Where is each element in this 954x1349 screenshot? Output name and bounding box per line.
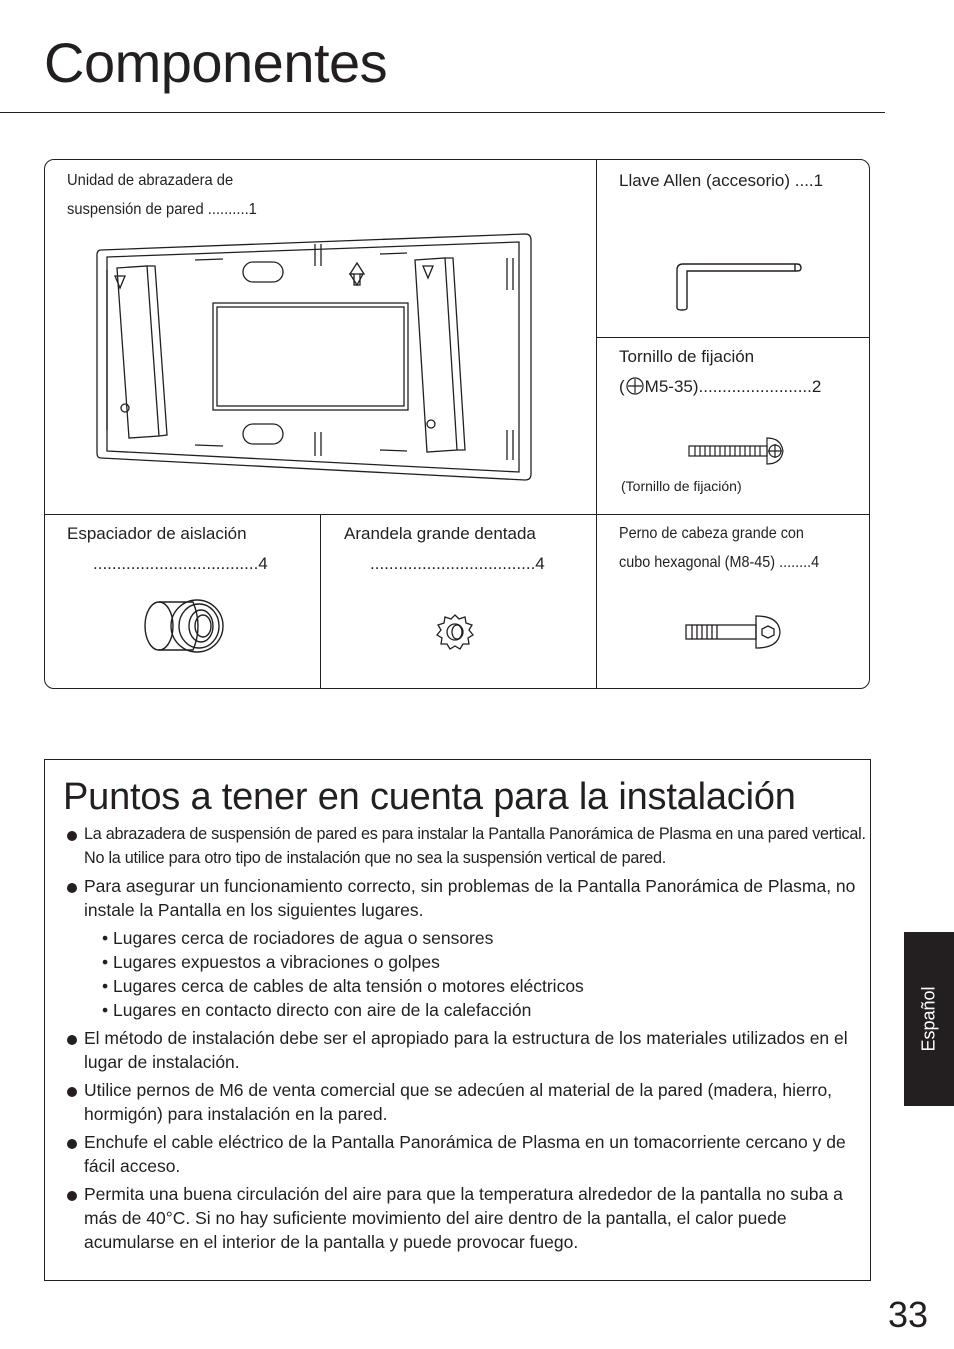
part-quantity: cubo hexagonal (M8-45) ........4 <box>619 554 820 571</box>
note-item: La abrazadera de suspensión de pared es para instalar la Pantalla Panorámica de Plasma en una pared vertical. No la utilice para otro tipo de instalación que no sea la suspensión vertical de pared. <box>67 822 867 870</box>
language-tab <box>904 932 954 1106</box>
fixing-screw-caption: (Tornillo de fijación) <box>621 478 742 494</box>
page-number: 33 <box>888 1294 929 1335</box>
grid-line <box>596 160 597 689</box>
part-name: Arandela grande dentada <box>344 524 536 543</box>
grid-line <box>320 514 321 689</box>
part-label-fixing-screw <box>619 342 821 402</box>
allen-key-illustration <box>673 260 805 312</box>
hex-bolt-illustration <box>683 610 783 654</box>
installation-notes-box <box>44 759 871 1281</box>
part-label-hex-bolt <box>619 519 819 577</box>
note-sub-item: • Lugares cerca de cables de alta tensión o motores eléctricos <box>102 976 584 996</box>
part-name: Perno de cabeza grande con <box>619 525 804 542</box>
part-label-allen-key <box>619 166 823 196</box>
note-text: Para asegurar un funcionamiento correcto, sin problemas de la Pantalla Panorámica de Plasma, no instale la Pantalla en los siguientes lugares. <box>84 876 856 920</box>
part-quantity: suspensión de pared ..........1 <box>67 201 257 218</box>
note-sub-item: • Lugares expuestos a vibraciones o golpes <box>102 952 440 972</box>
part-quantity: M5-35)........................2 <box>644 377 822 396</box>
part-name: Tornillo de fijación <box>619 347 755 366</box>
part-quantity-row: ( M5-35)........................2 <box>619 377 822 396</box>
part-label-spacer <box>67 519 268 579</box>
phillips-head-icon <box>626 377 644 395</box>
part-label-bracket <box>67 166 257 224</box>
title-divider <box>0 112 885 113</box>
part-quantity: ...................................4 <box>93 554 268 573</box>
grid-line <box>596 337 870 338</box>
fixing-screw-illustration <box>685 434 787 468</box>
page-title: Componentes <box>44 31 388 94</box>
wall-bracket-illustration <box>95 230 535 485</box>
note-item: Utilice pernos de M6 de venta comercial que se adecúen al material de la pared (madera, hierro, hormigón) para instalación en la pared. <box>67 1078 867 1126</box>
toothed-washer-illustration <box>435 612 475 652</box>
note-item: Permita una buena circulación del aire para que la temperatura alrededor de la pantalla no suba a más de 40°C. Si no hay suficiente movimiento del aire dentro de la pantalla, el calor puede acumularse en el interior de la pantalla y puede provocar fuego. <box>67 1182 867 1254</box>
note-sub-list <box>102 926 867 1022</box>
part-quantity: Llave Allen (accesorio) ....1 <box>619 171 824 190</box>
language-tab-label: Español <box>918 986 939 1052</box>
note-item: Enchufe el cable eléctrico de la Pantalla Panorámica de Plasma en un tomacorriente cercano y de fácil acceso. <box>67 1130 867 1178</box>
note-sub-item: • Lugares en contacto directo con aire de la calefacción <box>102 1000 532 1020</box>
grid-line <box>45 514 870 515</box>
note-item: El método de instalación debe ser el apropiado para la estructura de los materiales utilizados en el lugar de instalación. <box>67 1026 867 1074</box>
components-table <box>44 159 870 689</box>
notes-title: Puntos a tener en cuenta para la instalación <box>63 776 796 818</box>
part-quantity: ...................................4 <box>370 554 545 573</box>
notes-list <box>67 822 867 1258</box>
spacer-illustration <box>141 596 231 656</box>
part-name: Unidad de abrazadera de <box>67 172 234 189</box>
part-name: Espaciador de aislación <box>67 524 247 543</box>
part-label-toothed-washer <box>344 519 545 579</box>
note-sub-item: • Lugares cerca de rociadores de agua o sensores <box>102 928 494 948</box>
note-item <box>67 874 867 1022</box>
